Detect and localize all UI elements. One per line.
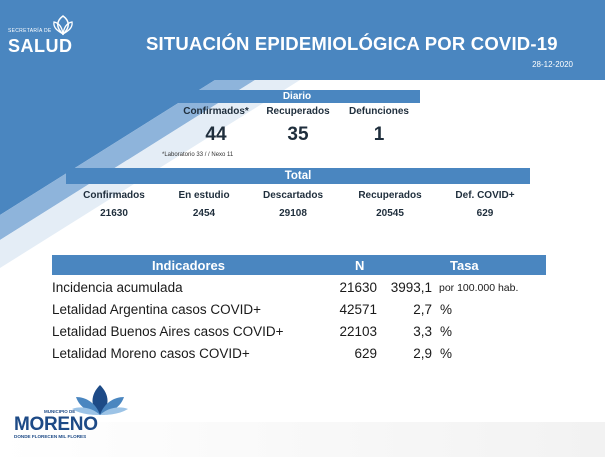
diario-header: Diario <box>174 90 420 103</box>
diario-value-confirmados: 44 <box>205 124 227 145</box>
salud-logo <box>8 14 78 58</box>
total-header: Total <box>66 168 530 184</box>
total-value-en-estudio: 2454 <box>192 208 216 219</box>
diario-value-defunciones: 1 <box>373 124 385 145</box>
indicador-n: 22103 <box>339 324 377 339</box>
page-title: SITUACIÓN EPIDEMIOLÓGICA POR COVID-19 <box>146 33 558 54</box>
flower-icon <box>52 14 74 36</box>
diario-footnote: *Laboratorio 33 / / Nexo 11 <box>162 152 234 158</box>
indicador-n: 42571 <box>339 302 377 317</box>
indicador-row <box>52 344 552 366</box>
indicadores-header-tasa: Tasa <box>450 258 479 273</box>
total-value-def-covid: 629 <box>476 208 494 219</box>
indicador-name: Incidencia acumulada <box>52 280 183 295</box>
indicador-unit: % <box>440 302 453 317</box>
indicador-name: Letalidad Argentina casos COVID+ <box>52 302 261 317</box>
indicadores-header-name: Indicadores <box>152 258 225 273</box>
moreno-logo-title: MORENO <box>14 414 98 435</box>
indicador-unit: % <box>440 324 453 339</box>
total-label-confirmados: Confirmados <box>83 190 145 201</box>
indicador-tasa: 2,9 <box>413 346 432 361</box>
total-label-def-covid: Def. COVID+ <box>455 190 515 201</box>
indicador-tasa: 3993,1 <box>390 280 432 295</box>
indicadores-header-n: N <box>355 258 365 273</box>
total-label-descartados: Descartados <box>262 190 324 201</box>
indicador-row <box>52 278 552 300</box>
total-value-descartados: 29108 <box>279 208 307 219</box>
diario-label-defunciones: Defunciones <box>348 106 409 117</box>
indicador-n: 21630 <box>339 280 377 295</box>
logo-subtitle: SECRETARÍA DE <box>8 28 52 34</box>
diario-label-recuperados: Recuperados <box>266 106 330 117</box>
diario-label-confirmados: Confirmados* <box>183 106 249 117</box>
indicador-name: Letalidad Buenos Aires casos COVID+ <box>52 324 284 339</box>
indicador-unit: por 100.000 hab. <box>439 282 519 294</box>
logo-title: SALUD <box>8 36 73 56</box>
total-label-en-estudio: En estudio <box>178 190 230 201</box>
report-date: 28-12-2020 <box>532 60 573 69</box>
indicador-row <box>52 300 552 322</box>
indicadores-header <box>52 255 546 275</box>
moreno-logo-subtitle: MUNICIPIO DE <box>44 409 76 414</box>
total-value-confirmados: 21630 <box>100 208 128 219</box>
diario-value-recuperados: 35 <box>287 124 309 145</box>
indicador-tasa: 3,3 <box>413 324 432 339</box>
total-label-recuperados: Recuperados <box>358 190 422 201</box>
indicador-name: Letalidad Moreno casos COVID+ <box>52 346 250 361</box>
moreno-logo-tagline: DONDE FLORECEN MIL FLORES <box>14 434 87 439</box>
indicador-unit: % <box>440 346 453 361</box>
total-value-recuperados: 20545 <box>376 208 404 219</box>
moreno-logo <box>14 385 114 445</box>
moreno-flower-icon <box>70 383 130 417</box>
indicador-n: 629 <box>354 346 377 361</box>
indicador-tasa: 2,7 <box>413 302 432 317</box>
indicador-row <box>52 322 552 344</box>
